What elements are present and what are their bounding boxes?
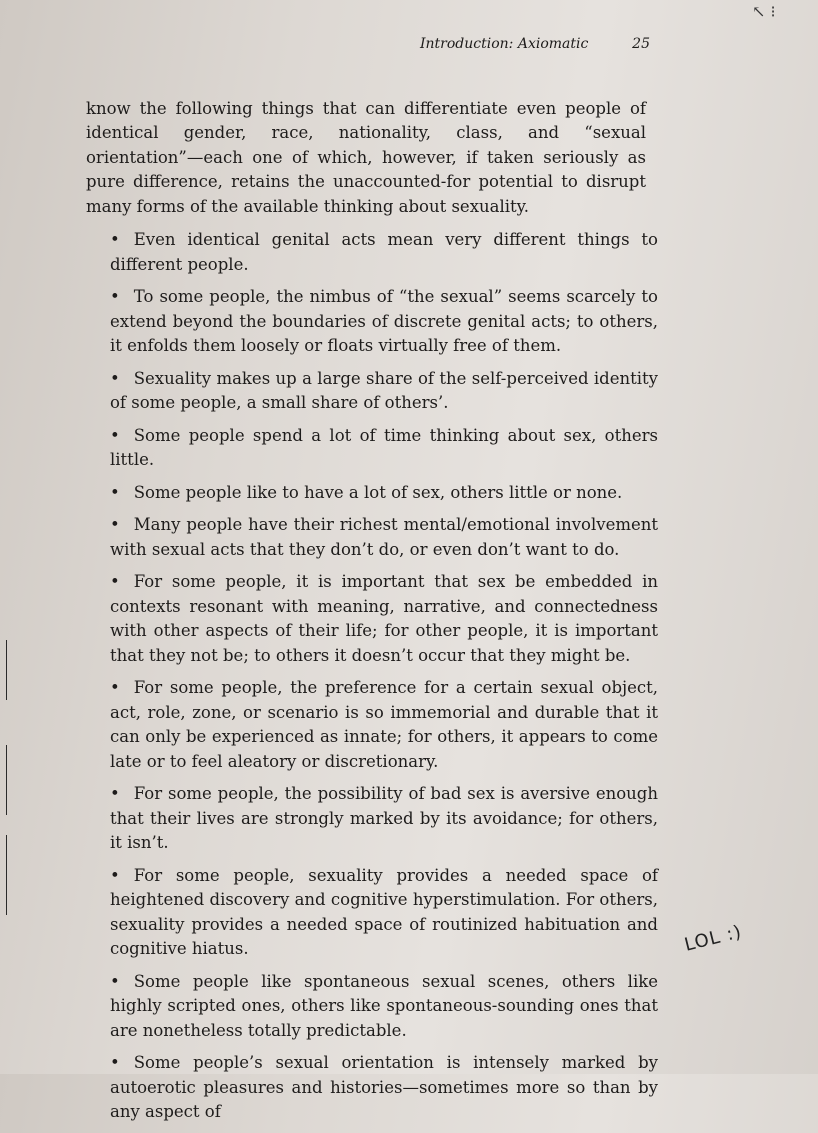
list-item: • Sexuality makes up a large share of the self-perceived identity of some people, a small share of others’.	[110, 368, 658, 412]
list-item: • To some people, the nimbus of “the sexual” seems scarcely to extend beyond the boundaries of discrete genital acts; to others, it enfolds them loosely or floats virtually free of them.	[110, 287, 658, 355]
list-item: • Some people like spontaneous sexual scenes, others like highly scripted ones, others like spontaneous-sounding ones that are nonetheless totally predictable.	[110, 971, 658, 1040]
list-item: • For some people, it is important that sex be embedded in contexts resonant with meaning, narrative, and connectedness with other aspects of their life; for other people, it is important that they not be; to others it doesn’t occur that they might be.	[110, 572, 658, 665]
list-item: • Some people spend a lot of time thinking about sex, others little.	[110, 425, 658, 469]
running-header	[420, 36, 650, 52]
intro-paragraph: know the following things that can differentiate even people of identical gender, race, nationality, class, and “sexual orientation”—each one of which, however, if taken seriously as pure difference, retains the unaccounted-for potential to disrupt many forms of the available thinking about sexuality.	[86, 98, 646, 216]
handwritten-annotation: LOL :)	[682, 921, 745, 956]
list-item: • Many people have their richest mental/emotional involvement with sexual acts that they don’t do, or even don’t want to do.	[110, 515, 658, 559]
margin-mark	[6, 745, 7, 815]
corner-pencil-mark: ↖ ⁝	[752, 2, 776, 21]
bullet-list	[110, 228, 658, 1133]
list-item: • Some people’s sexual orientation is intensely marked by autoerotic pleasures and histories—sometimes more so than by any aspect of	[110, 1053, 658, 1121]
list-item: • For some people, the preference for a certain sexual object, act, role, zone, or scenario is so immemorial and durable that it can only be experienced as innate; for others, it appears to come late or to feel aleatory or discretionary.	[110, 678, 658, 771]
list-item: • For some people, sexuality provides a needed space of heightened discovery and cognitive hyperstimulation. For others, sexuality provides a needed space of routinized habituation and cognitive hiatus.	[110, 865, 658, 958]
header-title: Introduction: Axiomatic	[420, 36, 589, 52]
margin-mark	[6, 640, 7, 700]
list-item: • Some people like to have a lot of sex, others little or none.	[110, 482, 623, 502]
list-item: • Even identical genital acts mean very different things to different people.	[110, 230, 658, 274]
margin-mark	[6, 835, 7, 915]
page-number: 25	[632, 36, 650, 52]
list-item: • For some people, the possibility of bad sex is aversive enough that their lives are strongly marked by its avoidance; for others, it isn’t.	[110, 784, 658, 852]
